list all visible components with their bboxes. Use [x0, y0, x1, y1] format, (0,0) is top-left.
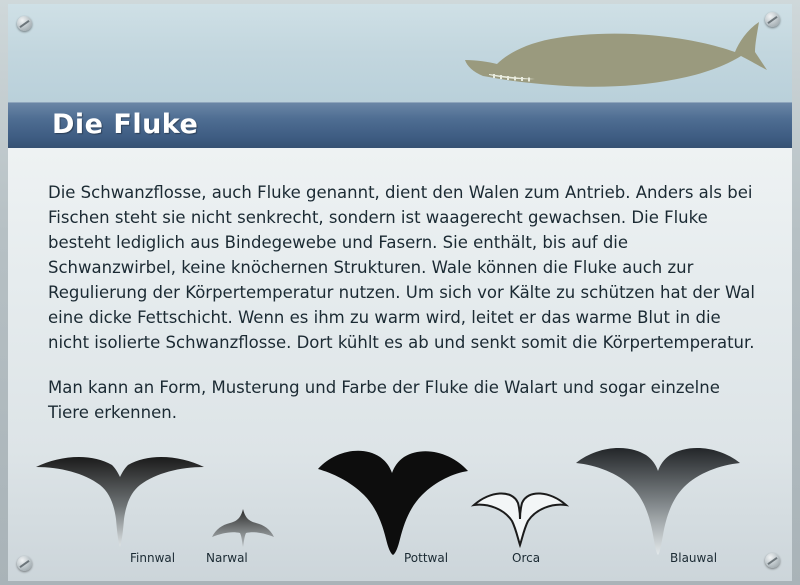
orca-fluke-icon [470, 487, 570, 549]
fluke-figure-finnwal [30, 447, 210, 565]
mounting-screw-top-right [765, 12, 780, 27]
fluke-figure-orca [470, 487, 570, 565]
blauwal-fluke-icon [568, 441, 748, 557]
fluke-figure-narwal [206, 503, 278, 565]
fluke-label-orca: Orca [512, 551, 541, 565]
paragraph-2: Man kann an Form, Musterung und Farbe der Fluke die Walart und sogar einzelne Tiere erkennen. [48, 378, 720, 422]
finnwal-fluke-icon [30, 447, 210, 557]
paragraph-1: Die Schwanzflosse, auch Fluke genannt, dient den Walen zum Antrieb. Anders als bei Fischen steht sie nicht senkrecht, sondern ist waagerecht gewachsen. Die Fluke besteht lediglich aus Bindegewebe und Fasern. Sie enthält, bis auf die Schwanzwirbel, keine knöchernen Strukturen. Wale können die Fluke auch zur Regulierung der Körpertemperatur nutzen. Um sich vor Kälte zu schützen hat der Wal eine dicke Fettschicht. Wenn es ihm zu warm wird, leitet er das warme Blut in die nicht isolierte Schwanzflosse. Dort kühlt es ab und senkt somit die Körpertemperatur. [48, 183, 755, 352]
pottwal-fluke-icon [308, 443, 478, 557]
page-title: Die Fluke [52, 109, 199, 140]
body-area [8, 148, 792, 581]
narwal-fluke-icon [208, 503, 278, 549]
header-band [8, 4, 792, 104]
fluke-label-narwal: Narwal [206, 551, 248, 565]
mounting-screw-bottom-left [17, 556, 32, 571]
body-text [48, 180, 758, 445]
fluke-figure-pottwal [308, 443, 478, 565]
fluke-label-blauwal: Blauwal [670, 551, 718, 565]
sperm-whale-silhouette-icon [463, 14, 783, 94]
fluke-figure-blauwal [568, 441, 748, 565]
information-panel [8, 4, 792, 581]
mounting-screw-top-left [17, 16, 32, 31]
mounting-screw-bottom-right [765, 553, 780, 568]
fluke-label-finnwal: Finnwal [130, 551, 176, 565]
title-bar [8, 102, 792, 150]
fluke-illustration-strip [8, 431, 792, 581]
fluke-label-pottwal: Pottwal [404, 551, 449, 565]
